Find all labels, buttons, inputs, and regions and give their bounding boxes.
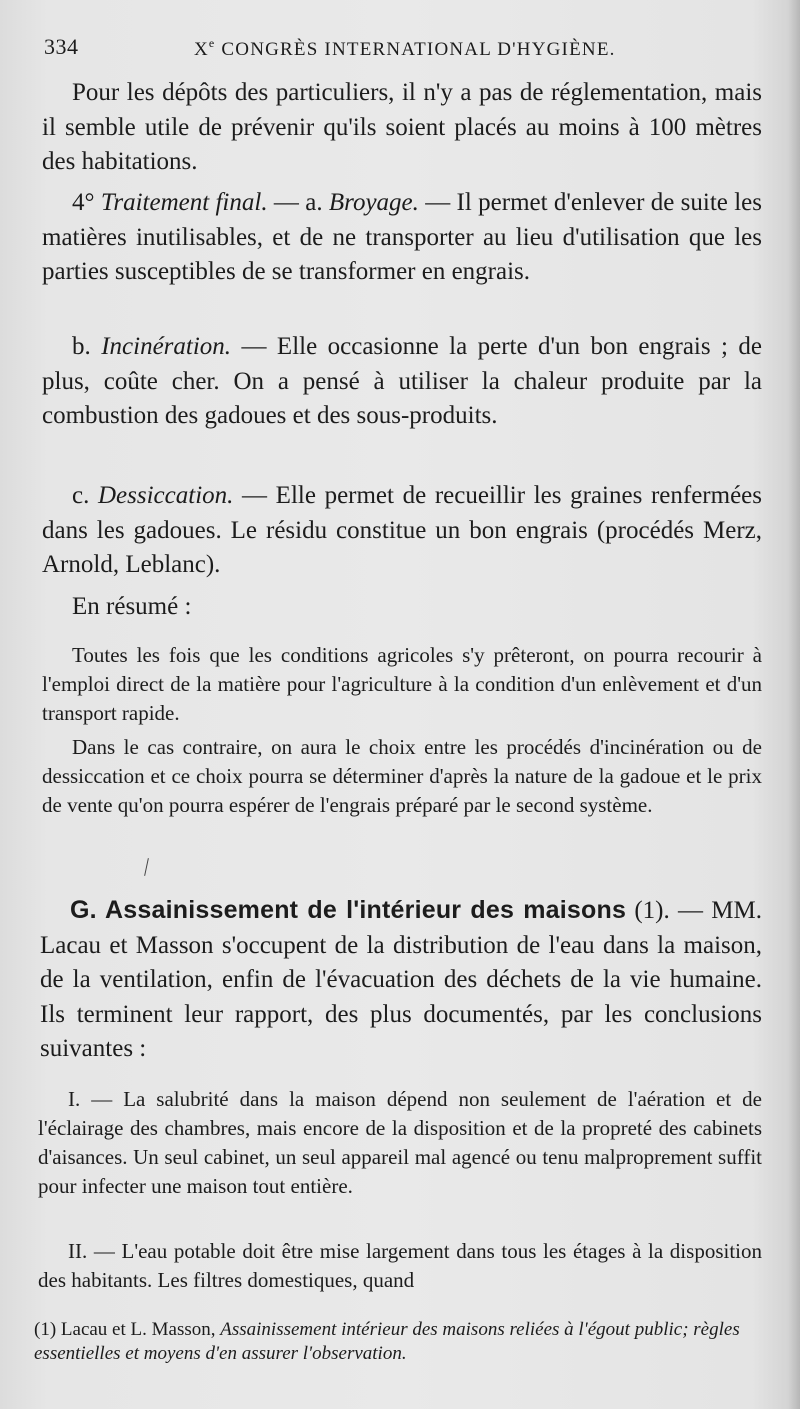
page-header xyxy=(44,34,760,64)
footnote-text xyxy=(34,1318,760,1366)
footnote xyxy=(34,1318,760,1366)
text-span: — Elle occasionne la perte d'un bon engrais ; de plus, coûte cher. On a pensé à utiliser la chaleur produite par la combustion des gadoues et des sous-produits. xyxy=(42,333,763,429)
section-number: 4° xyxy=(72,189,95,216)
text-span: — Elle permet de recueillir les graines renfermées dans les gadoues. Le résidu constitue un bon engrais (procédés Merz, Arnold, Leblanc). xyxy=(42,482,762,578)
text-span: — a. xyxy=(267,189,329,216)
footnote-number: (1) xyxy=(34,1319,61,1340)
paragraph-text: Toutes les fois que les conditions agricoles s'y prêteront, on pourra recourir à l'emploi direct de la matière pour l'agriculture à la condition d'un enlèvement et d'un transport rapide. xyxy=(42,643,762,725)
section-title: Traitement final. xyxy=(100,189,268,216)
paragraph-text xyxy=(42,330,762,434)
page-edge-shadow xyxy=(788,0,800,1409)
paragraph-text: II. — L'eau potable doit être mise largement dans tous les étages à la disposition des habitants. Les filtres domestiques, quand xyxy=(38,1239,762,1292)
subsection-title: Broyage. xyxy=(328,189,419,216)
paragraph-depots xyxy=(42,76,762,180)
paragraph-text: Dans le cas contraire, on aura le choix entre les procédés d'incinération ou de dessiccation et ce choix pourra se déterminer d'après la nature de la gadoue et le prix de vente qu'on pourra espérer de l'engrais préparé par le second système. xyxy=(42,735,762,817)
section-g xyxy=(40,893,762,1067)
paragraph-text xyxy=(40,893,762,1067)
subsection-title: Incinération. xyxy=(101,333,232,360)
paragraph-traitement-final xyxy=(42,186,762,290)
running-head xyxy=(194,36,616,61)
paragraph-incineration xyxy=(42,330,762,434)
text-span: — Il permet d'enlever de suite les matières inutilisables, et de ne transporter au lieu d'utilisation que les parties susceptibles de se transformer en engrais. xyxy=(42,189,762,285)
section-heading: G. Assainissement de l'intérieur des maisons xyxy=(70,896,627,924)
paragraph-text xyxy=(42,479,762,583)
paragraph-resume xyxy=(42,590,762,625)
footnote-authors: Lacau et L. Masson, xyxy=(60,1319,221,1340)
conclusion-1 xyxy=(38,1085,762,1201)
paragraph-text xyxy=(42,186,762,290)
summary-1 xyxy=(42,641,762,728)
paragraph-text: Pour les dépôts des particuliers, il n'y a pas de réglementation, mais il semble utile de prévenir qu'ils soient placés au moins à 100 mètres des habitations. xyxy=(42,79,762,175)
stray-mark xyxy=(144,858,149,876)
text-span: c. xyxy=(72,482,98,509)
summary-2 xyxy=(42,733,762,820)
paragraph-text: I. — La salubrité dans la maison dépend non seulement de l'aération et de l'éclairage des chambres, mais encore de la disposition et de la propreté des cabinets d'aisances. Un seul cabinet, un seul appareil mal agencé ou tenu malproprement suffit pour infecter une maison tout entière. xyxy=(38,1087,762,1198)
paragraph-dessiccation xyxy=(42,479,762,583)
running-head-sup: e xyxy=(208,36,216,50)
footnote-ref: (1). xyxy=(626,897,670,924)
subsection-title: Dessiccation. xyxy=(98,482,234,509)
text-span: — MM. Lacau et Masson s'occupent de la distribution de l'eau dans la maison, de la ventilation, enfin de l'évacuation des déchets de la vie humaine. Ils terminent leur rapport, des plus documentés, par les conclusions suivantes : xyxy=(40,897,762,1062)
running-head-prefix: X xyxy=(194,39,209,60)
paragraph-text: En résumé : xyxy=(72,593,192,620)
conclusion-2 xyxy=(38,1237,762,1295)
text-span: b. xyxy=(72,333,102,360)
page-number: 334 xyxy=(44,34,79,59)
running-head-rest: CONGRÈS INTERNATIONAL D'HYGIÈNE. xyxy=(215,39,616,60)
footnote-title: Assainissement intérieur des maisons reliées à l'égout public; règles essentielles et moyens d'en assurer l'observation. xyxy=(34,1319,740,1364)
